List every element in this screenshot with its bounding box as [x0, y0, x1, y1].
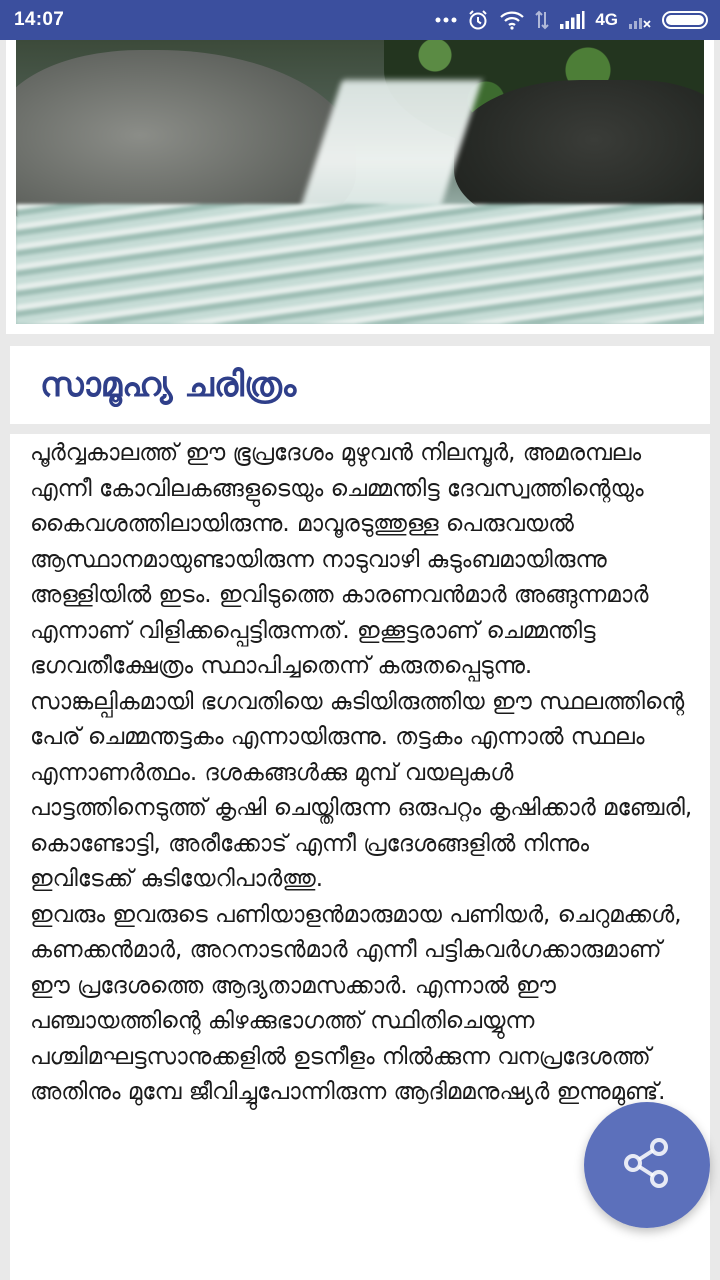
article-body — [30, 436, 694, 1111]
share-button[interactable] — [584, 1102, 710, 1228]
section-title-card — [10, 346, 710, 424]
alarm-icon — [467, 9, 489, 31]
paragraph: പൂർവ്വകാലത്ത് ഈ ഭൂപ്രദേശം മുഴുവൻ നിലമ്പൂർ, അമരമ്പലം എന്നീ കോവിലകങ്ങളുടെയും ചെമ്മന്തിട്ട ദേവസ്വത്തിന്റെയും കൈവശത്തിലായിരുന്നു. മാവൂരടുത്തുള്ള പെരുവയൽ ആസ്ഥാനമായുണ്ടായിരുന്ന നാടുവാഴി കുടുംബമായിരുന്നു അള്ളിയിൽ ഇടം. ഇവിടുത്തെ കാരണവൻമാർ അങ്ങുന്നമാർ എന്നാണ് വിളിക്കപ്പെട്ടിരുന്നത്. ഇക്കൂട്ടരാണ് ചെമ്മന്തിട്ട ഭഗവതീക്ഷേത്രം സ്ഥാപിച്ചതെന്ന് കരുതപ്പെടുന്നു. സാങ്കല്പികമായി ഭഗവതിയെ കുടിയിരുത്തിയ ഈ സ്ഥലത്തിന്റെ പേര് ചെമ്മന്തട്ടകം എന്നായിരുന്നു. തട്ടകം എന്നാൽ സ്ഥലം എന്നാണർത്ഥം. ദശകങ്ങൾക്കു മുമ്പ് വയലുകൾ പാട്ടത്തിനെടുത്ത് കൃഷി ചെയ്തിരുന്ന ഒരുപറ്റം കൃഷിക്കാർ മഞ്ചേരി, കൊണ്ടോട്ടി, അരീക്കോട് എന്നീ പ്രദേശങ്ങളിൽ നിന്നും ഇവിടേക്ക് കുടിയേറിപാർത്തു. — [30, 440, 693, 892]
data-transfer-icon — [535, 10, 549, 30]
waterfall-photo — [16, 40, 704, 324]
river — [16, 204, 704, 324]
share-icon — [619, 1135, 675, 1195]
status-bar — [0, 0, 720, 40]
signal-icon — [559, 10, 585, 30]
more-dots-icon — [435, 17, 457, 23]
battery-icon — [662, 11, 708, 29]
page-title: സാമൂഹ്യ ചരിത്രം — [40, 365, 297, 405]
wifi-icon — [499, 10, 525, 30]
network-type: 4G — [595, 10, 618, 29]
header-image-card — [6, 40, 714, 334]
paragraph: ഇവരും ഇവരുടെ പണിയാളൻമാരുമായ പണിയർ, ചെറുമക്കൾ, കണക്കൻമാർ, അറനാടൻമാർ എന്നീ പട്ടികവർഗക്കാരുമാണ് ഈ പ്രദേശത്തെ ആദ്യതാമസക്കാർ. എന്നാൽ ഈ പഞ്ചായത്തിന്റെ കിഴക്കുഭാഗത്ത് സ്ഥിതിചെയ്യുന്ന പശ്ചിമഘട്ടസാനുക്കളിൽ ഉടനീളം നിൽക്കുന്ന വനപ്രദേശത്ത് അതിനും മുമ്പേ ജീവിച്ചുപോന്നിരുന്ന ആദിമമനുഷ്യർ ഇന്നുമുണ്ട്. — [30, 901, 682, 1105]
content-area[interactable] — [0, 40, 720, 1280]
status-icons — [435, 9, 708, 31]
battery-fill — [666, 15, 704, 25]
status-time: 14:07 — [14, 9, 65, 30]
signal-2-icon — [628, 10, 652, 30]
